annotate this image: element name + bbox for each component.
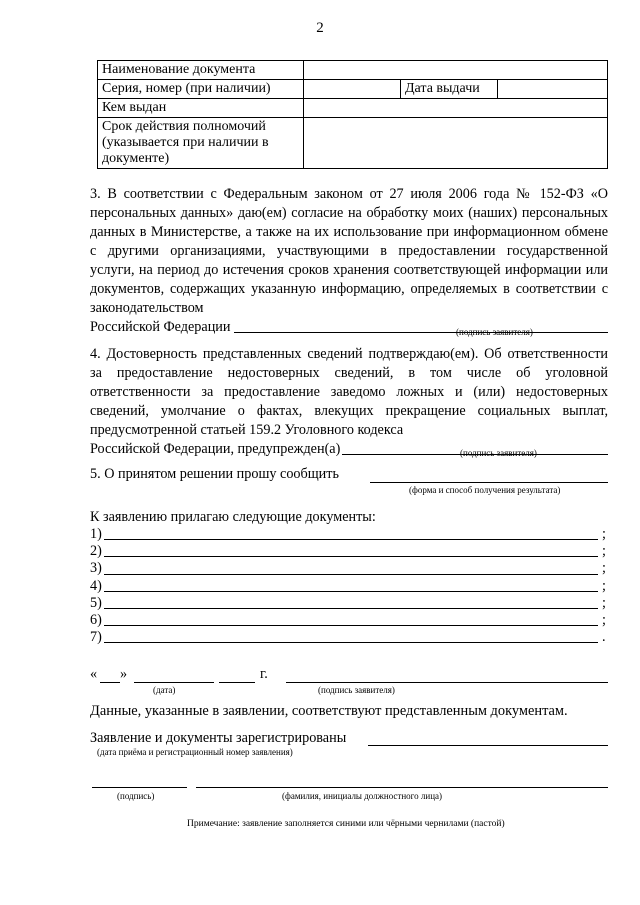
issue-date-label: Дата выдачи (401, 80, 498, 99)
validity-period-cell[interactable] (304, 118, 608, 169)
reliability-signature-caption: (подпись заявителя) (460, 448, 537, 458)
attachment-line-2[interactable] (104, 543, 598, 557)
issue-date-cell[interactable] (498, 80, 608, 99)
consent-signature-line[interactable] (234, 318, 608, 333)
document-details-table (97, 60, 608, 169)
registration-line[interactable] (368, 745, 608, 746)
table-row (98, 99, 608, 118)
series-number-cell[interactable] (304, 80, 401, 99)
applicant-signature-line[interactable] (286, 682, 608, 683)
consent-paragraph (90, 185, 608, 337)
date-close-quote: » (120, 666, 128, 682)
date-caption: (дата) (153, 685, 176, 695)
registration-caption: (дата приёма и регистрационный номер заявления) (97, 747, 293, 757)
reliability-last-line: Российской Федерации, предупрежден(а) (90, 441, 341, 457)
table-row (98, 118, 608, 169)
validity-period-label: Срок действия полномочий (указывается при наличии в документе) (98, 118, 304, 169)
table-row (98, 61, 608, 80)
attachment-line-7[interactable] (104, 629, 598, 643)
confirmation-text: Данные, указанные в заявлении, соответствуют представленным документам. (90, 703, 568, 719)
date-year-suffix: г. (260, 666, 268, 682)
attachment-line-4[interactable] (104, 578, 598, 592)
list-item: 5) ; (90, 594, 606, 611)
notify-method-caption: (форма и способ получения результата) (409, 485, 561, 495)
document-name-label: Наименование документа (98, 61, 304, 80)
list-item: 3) ; (90, 560, 606, 577)
page-number: 2 (316, 20, 324, 36)
issued-by-label: Кем выдан (98, 99, 304, 118)
notify-text: 5. О принятом решении прошу сообщить (90, 466, 339, 482)
series-number-label: Серия, номер (при наличии) (98, 80, 304, 99)
attachment-line-3[interactable] (104, 561, 598, 575)
official-signature-line[interactable] (92, 787, 187, 788)
list-item: 6) ; (90, 612, 606, 629)
attachment-line-6[interactable] (104, 612, 598, 626)
footnote: Примечание: заявление заполняется синими или чёрными чернилами (пастой) (187, 819, 505, 829)
applicant-signature-caption: (подпись заявителя) (318, 685, 395, 695)
consent-signature-caption: (подпись заявителя) (456, 327, 533, 337)
attachment-line-1[interactable] (104, 526, 598, 540)
table-row (98, 80, 608, 99)
notify-method-line[interactable] (370, 482, 608, 483)
reliability-paragraph (90, 345, 608, 459)
date-day-line[interactable] (100, 682, 120, 683)
list-item: 1) ; (90, 526, 606, 542)
attachments-list (90, 526, 608, 646)
reliability-text: 4. Достоверность представленных сведений подтверждаю(ем). Об ответственности за предоставление недостоверных сведений, в том числе об уголовной ответственности за предоставление заведомо ложных и (или) недостоверных сведений, умолчание о фактах, влекущих прекращение социальных выплат, предусмотренной статьей 159.2 Уголовного кодекса (90, 346, 608, 438)
attachments-heading: К заявлению прилагаю следующие документы: (90, 509, 376, 525)
registration-text: Заявление и документы зарегистрированы (90, 730, 347, 746)
date-year-line[interactable] (219, 682, 255, 683)
document-name-cell[interactable] (304, 61, 608, 80)
official-signature-caption: (подпись) (117, 791, 155, 801)
date-month-line[interactable] (134, 682, 214, 683)
official-name-line[interactable] (196, 787, 608, 788)
list-item: 7) . (90, 629, 606, 646)
consent-last-line: Российской Федерации (90, 319, 231, 335)
list-item: 4) ; (90, 577, 606, 594)
date-open-quote: « (90, 666, 98, 682)
issued-by-cell[interactable] (304, 99, 608, 118)
consent-text: 3. В соответствии с Федеральным законом от 27 июля 2006 года № 152-ФЗ «О персональных данных» даю(ем) согласие на обработку моих (наших) персональных данных в Министерстве, а также на их использование при информационном обмене с другими организациями, участвующими в предоставлении государственной услуги, на период до истечения сроков хранения соответствующей информации или документов, содержащих указанную информацию, определяемых в соответствии с законодательством (90, 186, 608, 316)
list-item: 2) ; (90, 543, 606, 560)
official-name-caption: (фамилия, инициалы должностного лица) (282, 791, 443, 801)
attachment-line-5[interactable] (104, 595, 598, 609)
